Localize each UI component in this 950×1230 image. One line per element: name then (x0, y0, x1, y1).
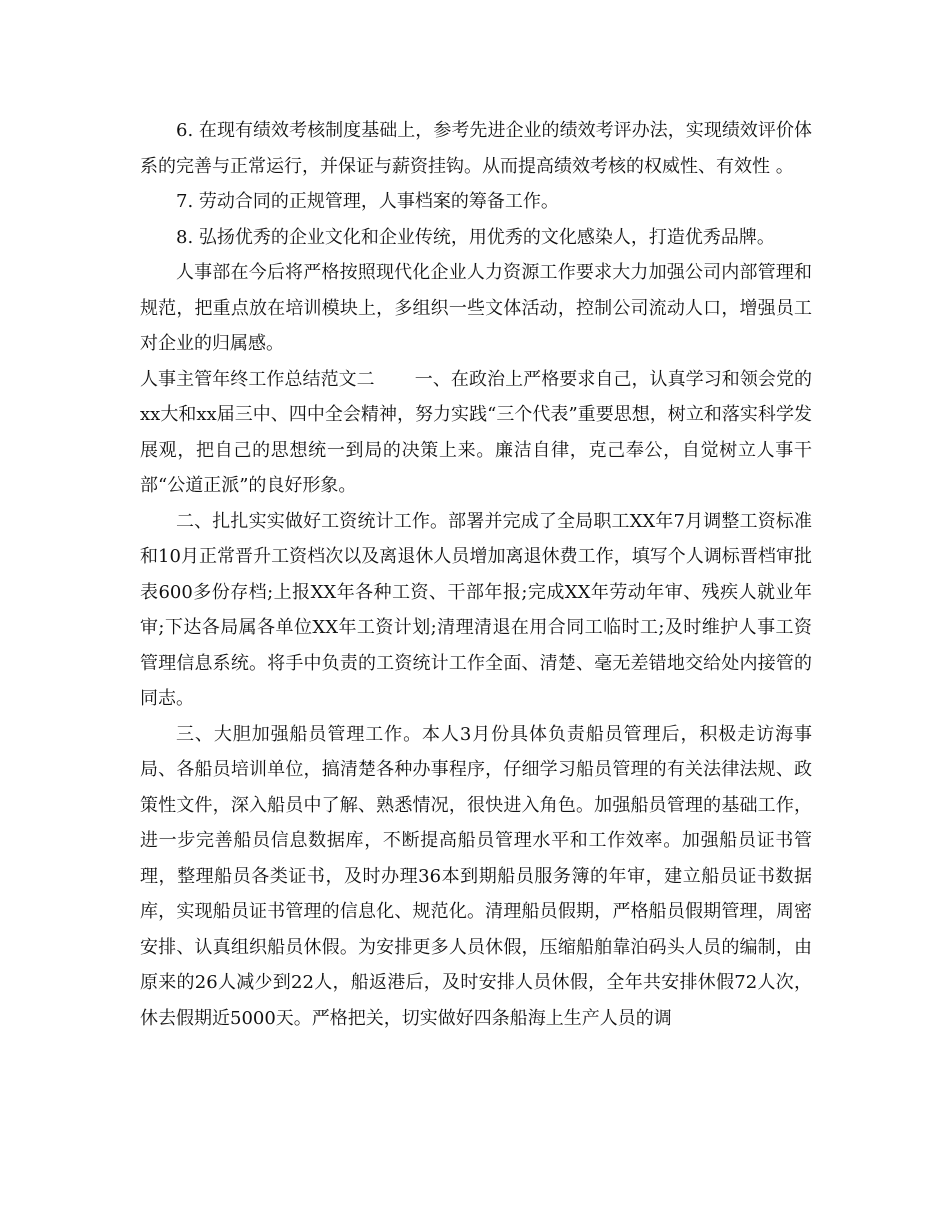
section-first-paragraph: 一、在政治上严格要求自己，认真学习和领会党的xx大和xx届三中、四中全会精神，努力实践“三个代表”重要思想，树立和落实科学发展观，把自己的思想统一到局的决策上来。廉洁自律，克己奉公，自觉树立人事干部“公道正派”的良好形象。 (140, 368, 813, 496)
paragraph-wage-statistics: 二、扎扎实实做好工资统计工作。部署并完成了全局职工XX年7月调整工资标准和10月正常晋升工资档次以及离退休人员增加离退休费工作，填写个人调标晋档审批表600多份存档;上报XX年各种工资、干部年报;完成XX年劳动年审、残疾人就业年审;下达各局属各单位XX年工资计划;清理清退在用合同工临时工;及时维护人事工资管理信息系统。将手中负责的工资统计工作全面、清楚、毫无差错地交给处内接管的同志。 (140, 510, 812, 709)
paragraph-item-7: 7. 劳动合同的正规管理，人事档案的筹备工作。 (176, 191, 559, 212)
section-title: 人事主管年终工作总结范文二 (140, 368, 375, 390)
paragraph-hr-summary: 人事部在今后将严格按照现代化企业人力资源工作要求大力加强公司内部管理和规范，把重点放在培训模块上，多组织一些文体活动，控制公司流动人口，增强员工对企业的归属感。 (140, 262, 812, 354)
paragraph-crew-management: 三、大胆加强船员管理工作。本人3月份具体负责船员管理后，积极走访海事局、各船员培训单位，搞清楚各种办事程序，仔细学习船员管理的有关法律法规、政策性文件，深入船员中了解、熟悉情况，很快进入角色。加强船员管理的基础工作，进一步完善船员信息数据库，不断提高船员管理水平和工作效率。加强船员证书管理，整理船员各类证书，及时办理36本到期船员服务簿的年审，建立船员证书数据库，实现船员证书管理的信息化、规范化。清理船员假期，严格船员假期管理，周密安排、认真组织船员休假。为安排更多人员休假，压缩船舶靠泊码头人员的编制，由原来的26人减少到22人，船返港后，及时安排人员休假，全年共安排休假72人次，休去假期近5000天。严格把关，切实做好四条船海上生产人员的调 (140, 723, 812, 1029)
document-body (140, 113, 812, 1036)
paragraph-item-6: 6. 在现有绩效考核制度基础上，参考先进企业的绩效考评办法，实现绩效评价体系的完善与正常运行，并保证与薪资挂钩。从而提高绩效考核的权威性、有效性 。 (140, 120, 812, 177)
paragraph-item-8: 8. 弘扬优秀的企业文化和企业传统，用优秀的文化感染人，打造优秀品牌。 (176, 226, 775, 248)
section-block (140, 362, 812, 504)
